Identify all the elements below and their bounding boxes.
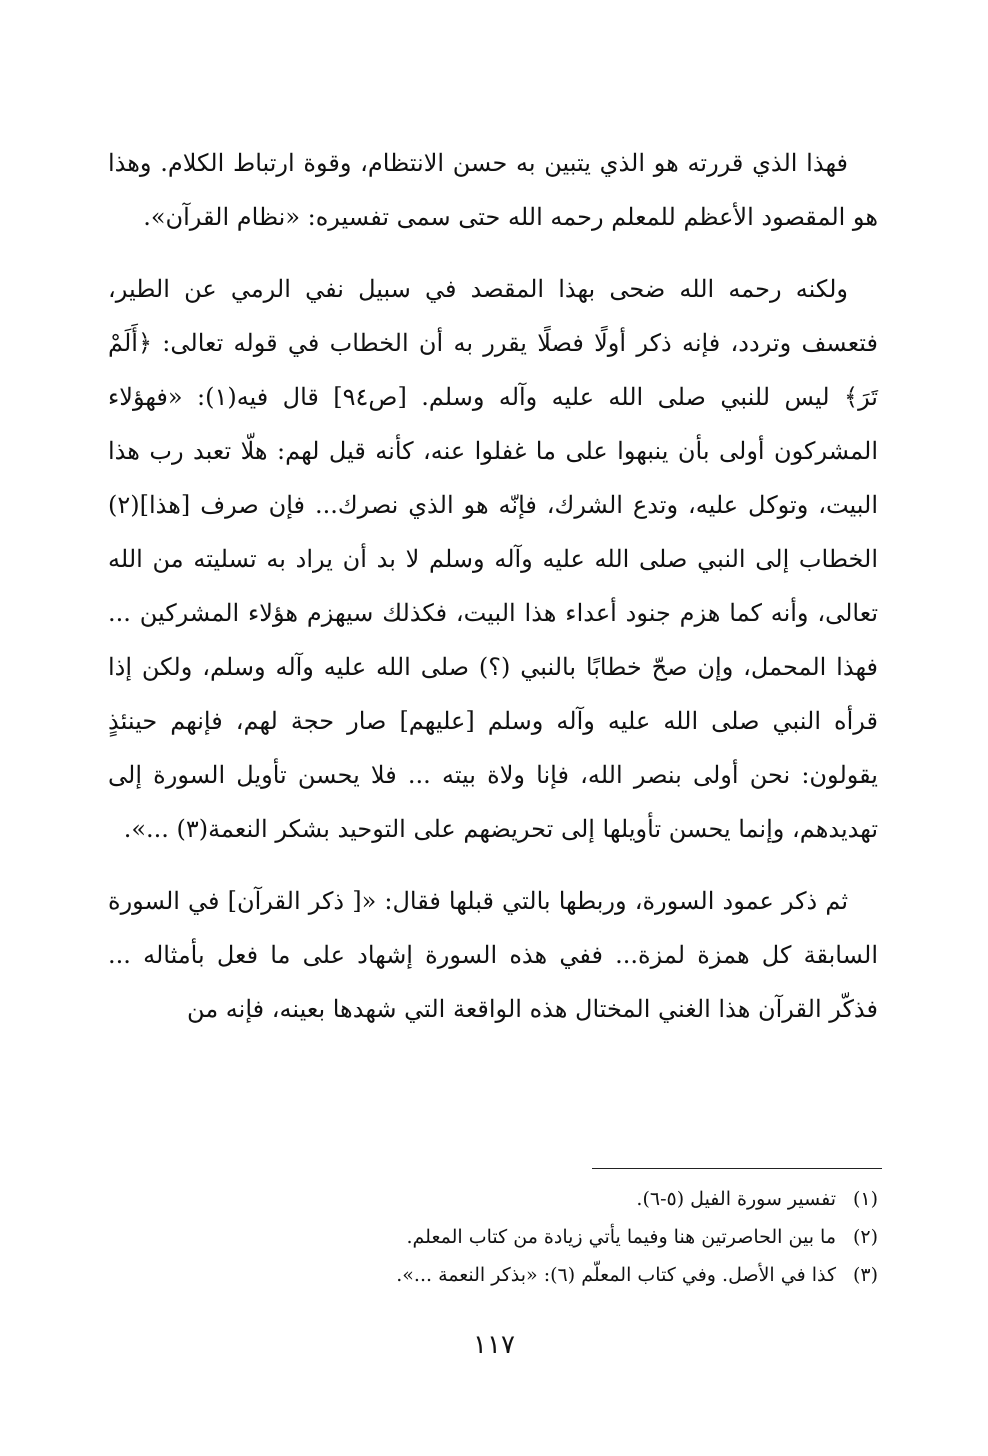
footnote-3 [108,1256,878,1294]
footnote-number: (٣) [852,1264,878,1286]
paragraph-3: ثم ذكر عمود السورة، وربطها بالتي قبلها فقال: «[ ذكر القرآن] في السورة السابقة كل همزة لمزة... ففي هذه السورة إشهاد على ما فعل بأمثاله ... فذكّر القرآن هذا الغني المختال هذه الواقعة التي شهدها بعينه، فإنه من [108,887,878,1023]
footnote-number: (١) [852,1188,878,1210]
footnote-number: (٢) [852,1226,878,1248]
footnotes [108,1180,878,1294]
paragraph-2: ولكنه رحمه الله ضحى بهذا المقصد في سبيل نفي الرمي عن الطير، فتعسف وتردد، فإنه ذكر أولًا فصلًا يقرر به أن الخطاب في قوله تعالى: ﴿أَلَمْ تَرَ﴾ ليس للنبي صلى الله عليه وآله وسلم. [ص٩٤] قال فيه(١): «فهؤلاء المشركون أولى بأن ينبهوا على ما غفلوا عنه، كأنه قيل لهم: هلّا تعبد رب هذا البيت، وتوكل عليه، وتدع الشرك، فإنّه هو الذي نصرك... فإن صرف [هذا](٢) الخطاب إلى النبي صلى الله عليه وآله وسلم لا بد أن يراد به تسليته من الله تعالى، وأنه كما هزم جنود أعداء هذا البيت، فكذلك سيهزم هؤلاء المشركين ... فهذا المحمل، وإن صحّ خطابًا بالنبي (؟) صلى الله عليه وآله وسلم، ولكن إذا قرأه النبي صلى الله عليه وآله وسلم [عليهم] صار حجة لهم، فإنهم حينئذٍ يقولون: نحن أولى بنصر الله، فإنا ولاة بيته ... فلا يحسن تأويل السورة إلى تهديدهم، وإنما يحسن تأويلها إلى تحريضهم على التوحيد بشكر النعمة(٣) ...». [108,275,879,843]
footnote-1 [108,1180,878,1218]
main-text [108,136,878,1036]
page-number: ١١٧ [473,1330,515,1360]
paragraph-1: فهذا الذي قررته هو الذي يتبين به حسن الانتظام، وقوة ارتباط الكلام. وهذا هو المقصود الأعظم للمعلم رحمه الله حتى سمى تفسيره: «نظام القرآن». [108,149,878,231]
footnote-text: ما بين الحاصرتين هنا وفيما يأتي زيادة من كتاب المعلم. [406,1226,836,1248]
footnote-separator [592,1168,882,1169]
footnote-text: كذا في الأصل. وفي كتاب المعلّم (٦): «بذكر النعمة ...». [396,1264,836,1286]
footnote-2 [108,1218,878,1256]
footnote-text: تفسير سورة الفيل (٥-٦). [636,1188,836,1210]
